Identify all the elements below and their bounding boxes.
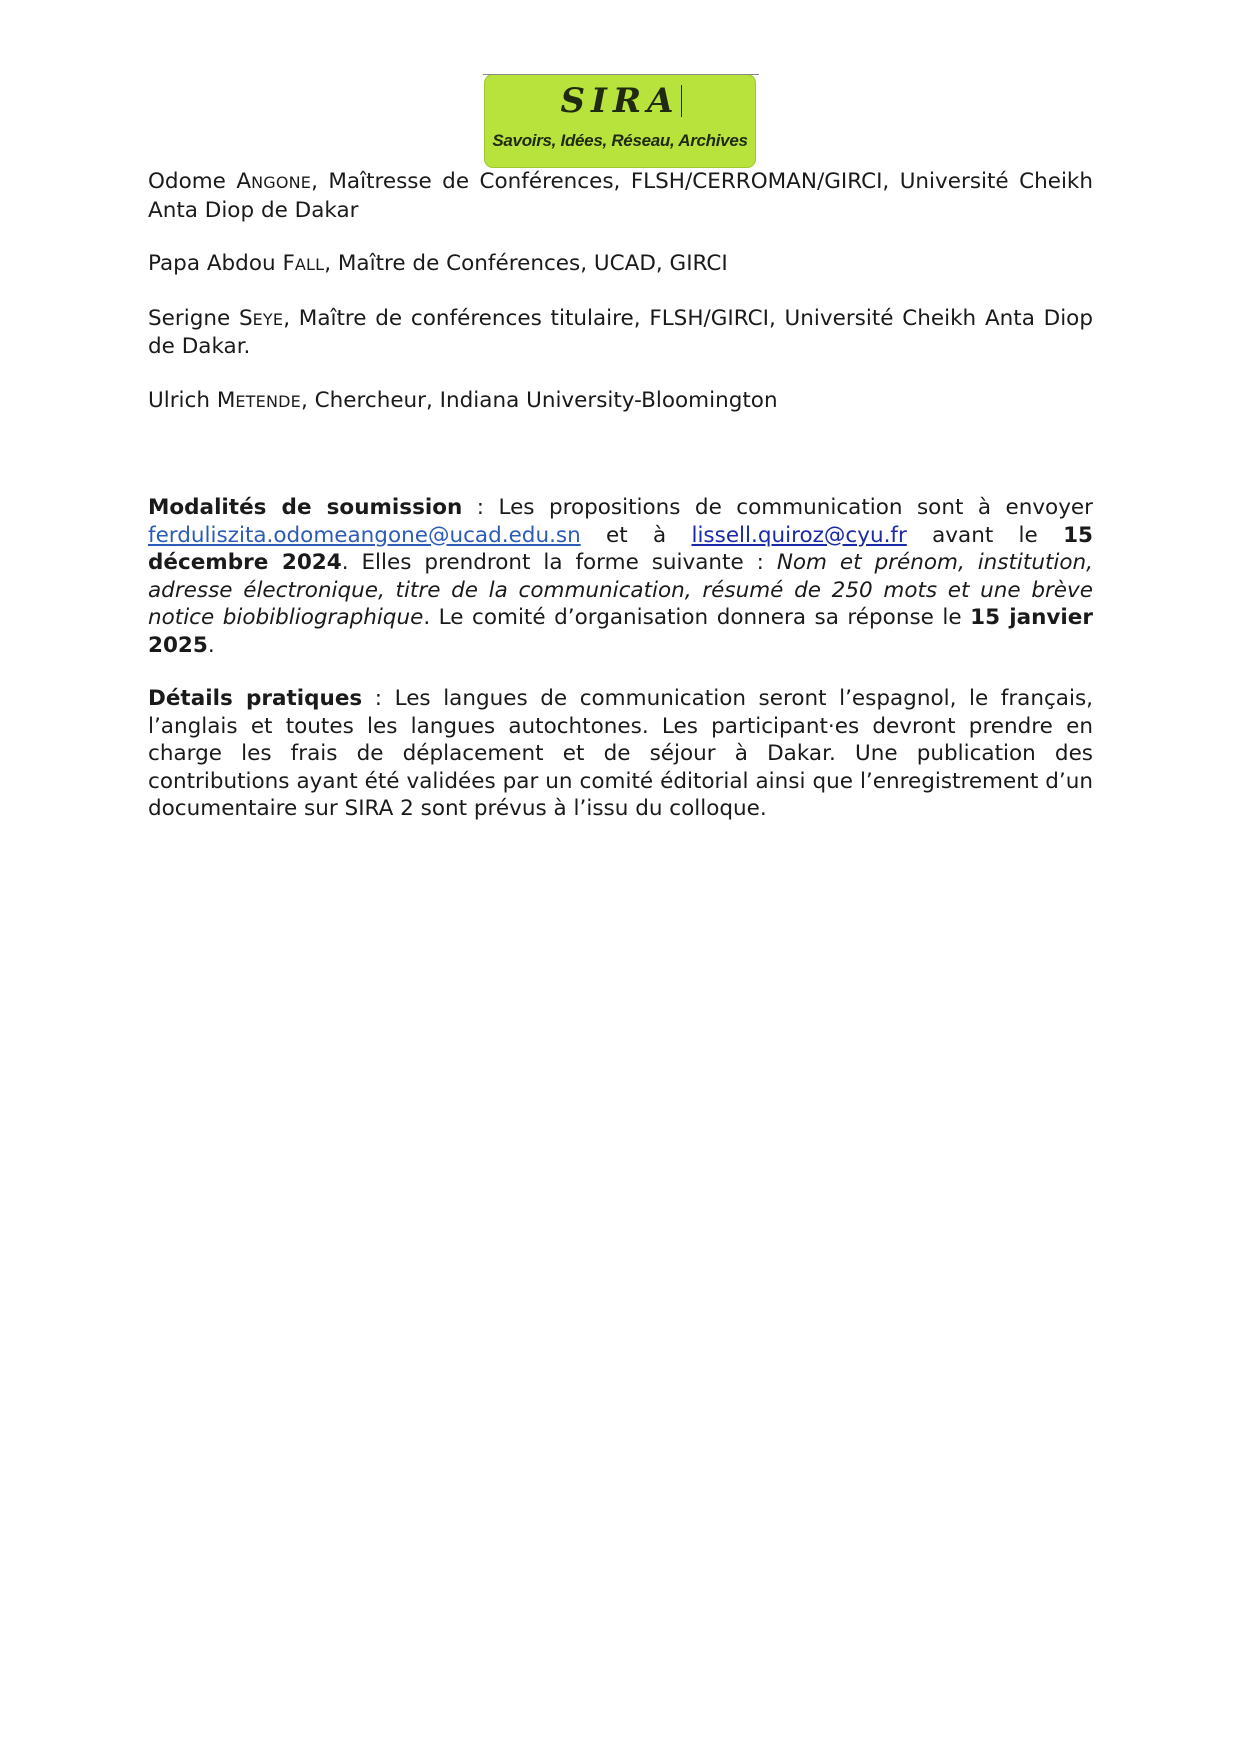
sira-logo bbox=[484, 74, 756, 168]
practical-heading: Détails pratiques bbox=[148, 686, 363, 711]
logo-subtitle: Savoirs, Idées, Réseau, Archives bbox=[492, 131, 748, 150]
response-date: 15 janvier 2025 bbox=[148, 605, 1093, 658]
submission-deadline: 15 décembre 2024 bbox=[148, 522, 1093, 575]
submission-form-fields: Nom et prénom, institution, adresse électronique, titre de la communication, résumé de 250 mots et une brève notice biobibliographique bbox=[148, 550, 1093, 630]
email-link-angone[interactable]: ferduliszita.odomeangone@ucad.edu.sn bbox=[148, 522, 581, 548]
logo-top-rule bbox=[483, 74, 759, 75]
member-entry-fall: Papa Abdou FALL, Maître de Conférences, UCAD, GIRCI bbox=[148, 251, 728, 276]
practical-text: : Les langues de communication seront l’espagnol, le français, l’anglais et toutes les langues autochtones. Les participant·es devront prendre en charge les frais de déplacement et de séjour à Dakar. Une publication des contributions ayant été validées par un comité éditorial ainsi que l’enregistrement d’un documentaire sur SIRA 2 sont prévus à l’issu du colloque. bbox=[148, 686, 1093, 821]
member-entry-metende: Ulrich METENDE, Chercheur, Indiana University-Bloomington bbox=[148, 387, 778, 413]
practical-details-paragraph bbox=[148, 685, 1093, 823]
document-body bbox=[148, 168, 1093, 849]
logo-title: SIRA bbox=[560, 81, 680, 121]
submission-paragraph: Modalités de soumission : Les propositions de communication sont à envoyer ferduliszita.odomeangone@ucad.edu.sn et à lissell.quiroz@cyu.fr avant le 15 décembre 2024. Elles prendront la forme suivante : Nom et prénom, institution, adresse électronique, titre de la communication, résumé de 250 mots et une brève notice biobibliographique. Le comité d’organisation donnera sa réponse le 15 janvier 2025. bbox=[148, 495, 1093, 658]
submission-heading: Modalités de soumission bbox=[148, 495, 463, 520]
member-entry-angone: Odome ANGONE, Maîtresse de Conférences, FLSH/CERROMAN/GIRCI, Université Cheikh Anta Diop de Dakar bbox=[148, 169, 1094, 223]
email-link-quiroz[interactable]: lissell.quiroz@cyu.fr bbox=[691, 522, 907, 548]
section-spacer bbox=[148, 441, 1093, 494]
member-entry-seye: Serigne SEYE, Maître de conférences titulaire, FLSH/GIRCI, Université Cheikh Anta Diop de Dakar. bbox=[148, 305, 1093, 359]
logo-text-cursor bbox=[681, 85, 682, 117]
